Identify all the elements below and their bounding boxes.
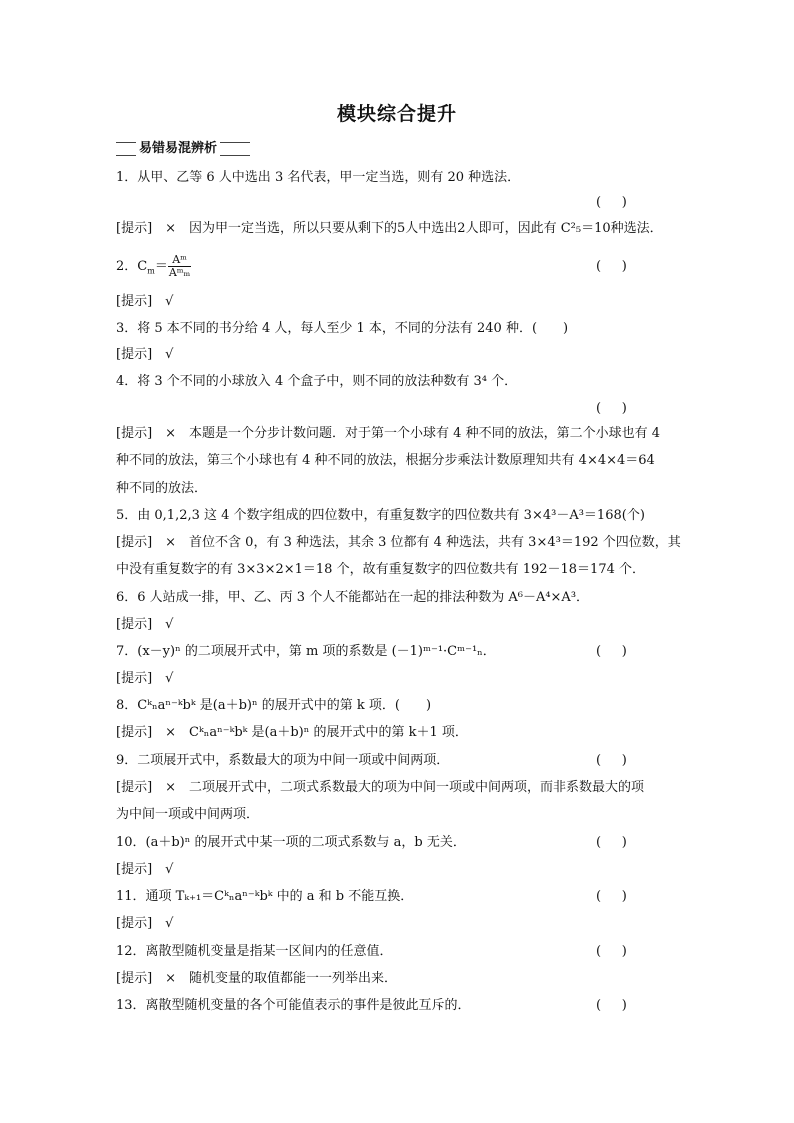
- section-header: [116, 140, 250, 158]
- fraction-numerator: Aᵐ: [168, 254, 191, 267]
- answer-paren-4: ( ): [596, 401, 627, 416]
- question-6: 6．6 人站成一排，甲、乙、丙 3 个人不能都站在一起的排法种数为 A⁶－A⁴×A³．: [116, 590, 590, 605]
- answer-paren-10: ( ): [596, 835, 627, 850]
- question-5: 5．由 0,1,2,3 这 4 个数字组成的四位数中，有重复数字的四位数共有 3×4³－A³＝168(个): [116, 508, 645, 523]
- question-7: 7．(x－y)ⁿ 的二项展开式中，第 m 项的系数是 (－1)ᵐ⁻¹·Cᵐ⁻¹ₙ．: [116, 644, 496, 659]
- fraction-denominator: Aᵐₘ: [168, 266, 191, 279]
- question-3: 3．将 5 本不同的书分给 4 人，每人至少 1 本，不同的分法有 240 种．( ): [116, 321, 569, 336]
- question-2-fraction: [168, 254, 191, 279]
- hint-6: [提示] √: [116, 617, 174, 632]
- section-label: 易错易混辨析: [136, 140, 220, 157]
- hint-11: [提示] √: [116, 916, 174, 931]
- answer-paren-11: ( ): [596, 889, 627, 904]
- page-title: 模块综合提升: [336, 103, 457, 125]
- hint-12: [提示] × 随机变量的取值都能一一列举出来．: [116, 971, 398, 986]
- hint-2: [提示] √: [116, 294, 174, 309]
- question-4: 4．将 3 个不同的小球放入 4 个盒子中，则不同的放法种数有 3⁴ 个．: [116, 374, 518, 389]
- question-13: 13．离散型随机变量的各个可能值表示的事件是彼此互斥的．: [116, 998, 471, 1013]
- question-8: 8．Cᵏₙaⁿ⁻ᵏbᵏ 是(a＋b)ⁿ 的展开式中的第 k 项．( ): [116, 698, 432, 713]
- hint-8: [提示] × Cᵏₙaⁿ⁻ᵏbᵏ 是(a＋b)ⁿ 的展开式中的第 k＋1 项．: [116, 725, 468, 740]
- hint-4-line-3: 种不同的放法．: [116, 481, 208, 496]
- hint-9-line-1: [提示] × 二项展开式中，二项式系数最大的项为中间一项或中间两项，而非系数最大的项: [116, 780, 645, 795]
- question-2-eq: ＝: [154, 259, 168, 274]
- hint-7: [提示] √: [116, 671, 174, 686]
- answer-paren-2: ( ): [596, 259, 627, 274]
- hint-4-line-2: 种不同的放法，第三个小球也有 4 种不同的放法，根据分步乘法计数原理知共有 4×4×4＝64: [116, 453, 655, 468]
- question-10: 10．(a＋b)ⁿ 的展开式中某一项的二项式系数与 a，b 无关．: [116, 835, 466, 850]
- hint-4-line-1: [提示] × 本题是一个分步计数问题．对于第一个小球有 4 种不同的放法，第二个小球也有 4: [116, 426, 660, 441]
- hint-10: [提示] √: [116, 862, 174, 877]
- answer-paren-1: ( ): [596, 195, 627, 210]
- hint-3: [提示] √: [116, 347, 174, 362]
- answer-paren-9: ( ): [596, 753, 627, 768]
- hint-5-line-2: 中没有重复数字的有 3×3×2×1＝18 个，故有重复数字的四位数共有 192－18＝174 个．: [116, 562, 646, 577]
- hint-5-line-1: [提示] × 首位不含 0，有 3 种选法，其余 3 位都有 4 种选法，共有 3×4³＝192 个四位数，其: [116, 535, 681, 550]
- hint-9-line-2: 为中间一项或中间两项．: [116, 807, 260, 822]
- question-11: 11．通项 Tₖ₊₁＝Cᵏₙaⁿ⁻ᵏbᵏ 中的 a 和 b 不能互换．: [116, 889, 414, 904]
- question-2-sub: m: [147, 266, 155, 276]
- answer-paren-7: ( ): [596, 644, 627, 659]
- question-12: 12．离散型随机变量是指某一区间内的任意值．: [116, 944, 393, 959]
- question-9: 9．二项展开式中，系数最大的项为中间一项或中间两项．: [116, 753, 450, 768]
- question-1: 1．从甲、乙等 6 人中选出 3 名代表，甲一定当选，则有 20 种选法．: [116, 170, 521, 185]
- hint-1: [提示] × 因为甲一定当选，所以只要从剩下的5人中选出2人即可，因此有 C²₅＝10种选法．: [116, 221, 663, 236]
- answer-paren-13: ( ): [596, 998, 627, 1013]
- answer-paren-12: ( ): [596, 944, 627, 959]
- question-2-prefix: 2．C: [116, 259, 148, 274]
